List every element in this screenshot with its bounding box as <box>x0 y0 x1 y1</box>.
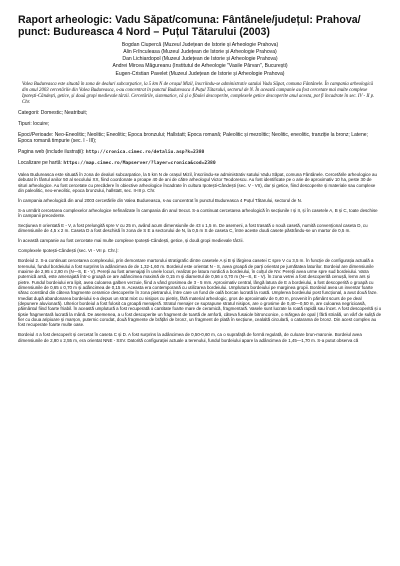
body-paragraph: În această campanie au fost cercetate mai multe complexe Ipotești-Cândești, getice, și două gropi medievale târzii. <box>18 238 244 244</box>
author-line: Andrei Mircea Măgureanu (Institutul de Arheologie "Vasile Pârvan", București) <box>112 63 288 70</box>
body-paragraph: Secțiunea II orientată E - V, a fost prelungită spre V cu 25 m, având acum dimensiunile de 43 x 1,5 m. De asemeni, a fost trasată o nouă casetă, numită convențional caseta D, cu dimensiunile de 4,5 x 2 m. Caseta D a fost deschisă în zona de S E a sectorului de N, la 0,5 m S de caseta C, între aceste două casete păstrându-se un martor de 0,5 m. <box>18 223 368 234</box>
body-paragraph: În campania arheologică din anul 2003 cercetările din Valea Budureasca, s-au concentrat în punctul Budureasca 4 Puțul Tătarului, sectorul de N. <box>18 197 303 203</box>
web-page-line <box>18 149 382 156</box>
web-page-link[interactable]: http://cronica.cimec.ro/detaliu.asp?k=2380 <box>85 149 205 155</box>
author-line: Bogdan Ciupercă (Muzeul Județean de Istorie și Arheologie Prahova) <box>121 41 279 48</box>
map-line <box>18 160 382 167</box>
author-line: Eugen-Cristian Pavelet (Muzeul Județean de Istorie și Arheologie Prahova) <box>115 70 285 77</box>
body-paragraph: Bordeiul 4 a fost descoperit și cercetat în caseta C și D. A fost surprins la adâncimea de 0,50-0,60 m, ca o suprafață de formă regulată, de culoare brun-maronie. Bordeiul avea dimensiunile de 2,80 x 2,55 m, era orientat NNE - SSV. Datorită configurației actuale a terenului, fundul bordeiului apare la adâncimea de 1,45—1,70 m. S-a putut observa că <box>18 332 362 343</box>
metadata-block <box>18 110 382 167</box>
body-paragraph: Complexele Ipotești-Cândești (sec. VI - VII p. Chr.): <box>18 248 119 254</box>
types-line: Tipuri: locuire; <box>18 121 50 128</box>
body-paragraph: Bordeiul 2. S-a continuat cercetarea complexului, prin demontare martorului stratigrafic dintre casetele A și B și lărgirea casetei C spre V cu 3,5 m. În funcție de configurația actuală a terenului, fundul bordeiului a fost surprins la adâncimea de de 1,32-1,60 m. Bordeiul este orientat N - S, avea groapă de parți orientat pe jumătatea laturilor. Bordeiul are dimensiunile maxime de 2,95 x 2,80 m (N—S, E - V). Pereții au fost amenajați în unele locuri, realizat pe latura nordică a bordeiului, în colțul de NV. Pereții avea urme spre sud bordeiului. Vatra puternică arsă, este amenajată într-o groapă ce are adâncimea maximă de 0,15 m și diametrul de 0,56 x 0,70 m (N—S, E - V). În zona vetrei a fost descoperită cenușă, lemn ars și pietre. Fundul bordeiului era lipit, avea culoarea galben verzuie, fiind a vând grosimea de 3 - 5 mm. Aproximativ central, lângă latura de E a bordeiului, a fost descoperită o groapă cu dimensiunile de 0,65 x 0,70 m și adâncimea de 0,15 m. Aceasta era contemporană cu utilizarea bordeiului. Umplutura bordeiului pe marginea gropii. Bordeiul avea un inventar foarte sărac constând din câteva fragmente ceramice descoperite în zona pietrarului, între care un fund de oală borcan lucrată la roată. Umplerea bordeiului post funcțional, a avut două faze. Imediat după abandonarea bordeiului s-a depus un strat mixt cu nisipos cu pietriș, fără material arheologic, gros de aproximativ de 0,40 m, provenit în pământ scurs de pe deal (depunere aluvionară). Ulterior bordeiul a fost folosit ca groapă menajeră. Stratul menajer ce suprapune stratul nisipos, are o grosime de 0,40—0,50 m, are culoarea negricioasă, păimântul fiind foarte friabil. În această umplutură a fost recuperată o cantitate foarte mare de ceramică, fragmentară. Vasele sunt lucrate la roată rapidă sau încet. A fost descoperită și o tipsie fragmentară lucrată la mână. De asemenea, a u fost descoperite un fragment de toartă de amforă, câteva fusaiole bitronconice, o mărgea de opal ( fără strialiă, un vârf de suliță de fier cu doua aripioare și marșon, puternic corodat, două fragmente de brățări de bronz, un fragment de plată în secțiune, cealaltă circulară, o catarama de bronz. Din acest complex au fost recuperate foarte multe oase. <box>18 258 382 328</box>
map-link[interactable]: https://map.cimec.ro/Mapserver/?layer=cronica&cod=2380 <box>63 161 216 167</box>
abstract: Valea Budureasca este situată în zona de dealuri subcarpatice, la 5 km N de orașul Mizil, înscriindu-se administrativ satului Vadu Săpat, comuna Fântânele. În campania arheologică din anul 2003 cercetările din Valea Budureasca, s-au concentrat în punctul Budureasca 4 Puțul Tătarului, sectorul de N. În această campanie au fost cercetate mai multe complexe Ipotești-Cândești, getice, și două gropi medievale târzii. Cercetările, sistematice, că și o fibulei descoperite, complexele getice descoperite anul acesta, pot fi încadrate în sec. IV - II p. Chr. <box>22 81 375 106</box>
epochs-line: Epoci/Perioade: Neo-Eneolitic; Neolitic; Eneolitic; Epoca bronzului; Hallstatt; Epoca romană; Paleolitic și mezolitic; Neolitic, eneolitic, tranziție la bronz; Latene; Epoca romană timpurie (sec. I - III); <box>18 131 368 145</box>
document-title: Raport arheologic: Vadu Săpat/comuna: Fântânele/județul: Prahova/ punct: Budureasca 4 Nord – Puțul Tătarului (2003) <box>18 14 361 39</box>
body-paragraph: S-a urmărit cercetarea complexelor arheologice nefinalizate în campania din anul trecut. S-a continuat cercetarea arheologică în secțiunile I și II, și în casetele A, B și C, toate deschise în campanii precedente. <box>18 207 378 219</box>
web-page-label: Pagina web (include ilustrații): <box>18 148 85 155</box>
categories-line: Categorii: Domestic; Neatribuit; <box>18 110 88 117</box>
report-body <box>18 172 382 343</box>
map-label: Localizare pe hartă: <box>18 160 62 167</box>
author-list <box>18 42 382 78</box>
author-line: Alin Frînculeasa (Muzeul Județean de Istorie și Arheologie Prahova) <box>123 49 277 56</box>
body-paragraph: Valea Budureasca este situată în zona de dealuri subcarpatice, la 5 km N de orașul Mizil, înscriindu-se administrativ satului Vadu Săpat, comuna Fântânele. Cercetările arheologice au debutat în fântul anilor 50 al secolului XX, fiind coordonate a proape 40 de ani de către arheologul Victor Teodorescu. Au fost identificate pe o arie de aproximativ 10 ha, peste 30 de situri arheologice. Au fost cercetate cu precădere în obiective arheologice încadrate în cultura Ipotești-Cândești (sec. V - VII), dar și getice, fiind descoperite și materiale sau complexe din paleolitic, neo-eneolitic, epoca bronzului, hallstatt, sec. II-III p. Chr. <box>18 171 377 193</box>
author-line: Dan Lichiardopol (Muzeul Județean de Istorie și Arheologie Prahova) <box>122 56 278 63</box>
